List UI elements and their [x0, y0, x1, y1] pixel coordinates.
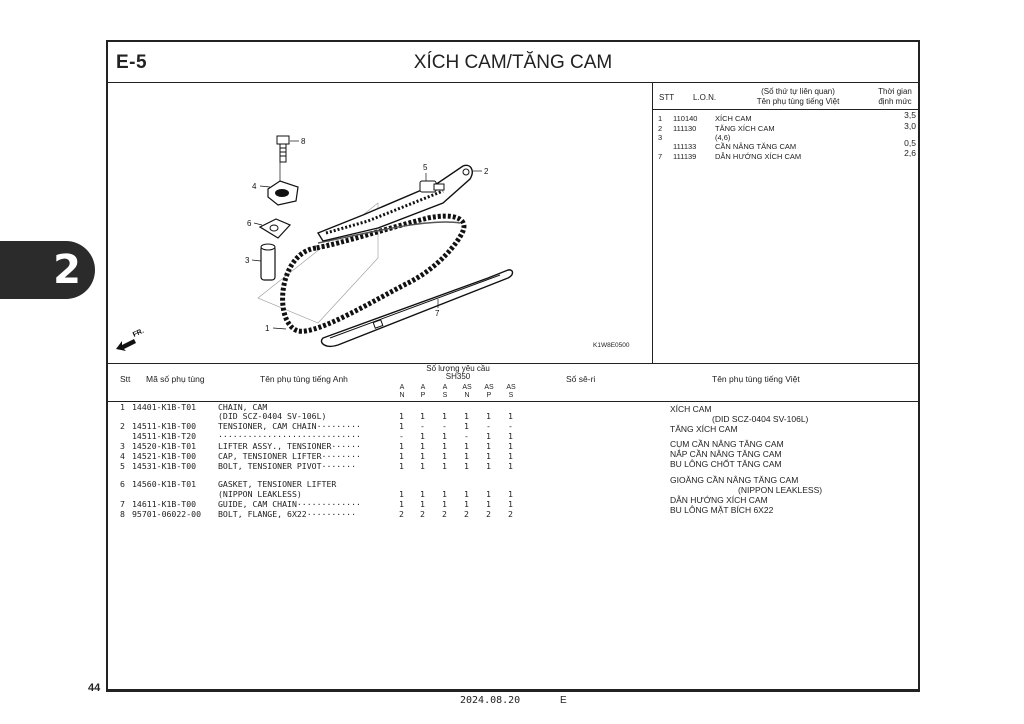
labor-lon: 111139 [673, 152, 697, 161]
vn-name: XÍCH CAM [670, 404, 712, 414]
qty-col-bottom: S [508, 392, 514, 399]
table-row [108, 421, 548, 431]
labor-value: 2,6 [904, 148, 916, 158]
qty-cell: 1 [420, 431, 425, 441]
qty-cell: - [486, 421, 491, 431]
qty-cell: 1 [442, 441, 447, 451]
qty-cell: 2 [399, 509, 404, 519]
qty-col-bottom: N [399, 392, 405, 399]
part-number: 14521-K1B-T00 [132, 451, 197, 461]
labor-header-separator [653, 109, 918, 110]
front-arrow-icon [116, 328, 145, 351]
page-frame [106, 40, 920, 692]
edition-code: E [560, 695, 567, 706]
table-row [108, 499, 548, 509]
qty-col-head [504, 384, 518, 400]
vn-name: BU LÔNG CHỐT TĂNG CAM [670, 459, 782, 469]
qty-col-head [460, 384, 474, 400]
qty-cell: 1 [399, 489, 404, 499]
diagram-drawing [108, 83, 652, 363]
labor-lon: 110140 [673, 114, 698, 123]
qty-cell: - [442, 421, 447, 431]
qty-cell: 1 [420, 451, 425, 461]
qty-cell: 1 [508, 489, 513, 499]
qty-cell: 2 [464, 509, 469, 519]
qty-col-bottom: S [442, 392, 448, 399]
qty-cell: 1 [442, 431, 447, 441]
gasket-drawing [260, 219, 290, 238]
qty-cell: 1 [508, 499, 513, 509]
part-name-en: CHAIN, CAM [218, 402, 268, 412]
table-row [108, 451, 548, 461]
part-number: 95701-06022-00 [132, 509, 202, 519]
table-row [108, 441, 548, 451]
qty-cell: 1 [508, 441, 513, 451]
flange-bolt-drawing [277, 136, 289, 162]
labor-value: 3,0 [904, 121, 916, 131]
vn-name: BU LÔNG MẶT BÍCH 6X22 [670, 505, 774, 515]
qty-cell: 1 [464, 411, 469, 421]
labor-stt: 7 [658, 152, 663, 161]
qty-col-top: A [399, 384, 405, 391]
qty-cell: 1 [508, 451, 513, 461]
row-number: 2 [120, 421, 125, 431]
qty-col-head [482, 384, 496, 400]
qty-cell: 1 [486, 499, 491, 509]
labor-name: (4,6) [715, 133, 731, 142]
vn-name: DẪN HƯỚNG XÍCH CAM [670, 495, 768, 505]
qty-col-head [416, 384, 430, 400]
qty-cell: 1 [508, 461, 513, 471]
footer-line [106, 689, 918, 690]
labor-value: 0,5 [904, 138, 916, 148]
page-number: 44 [88, 682, 101, 694]
part-name-en: BOLT, FLANGE, 6X22·········· [218, 509, 357, 519]
part-name-en: ····························· [218, 431, 361, 441]
qty-cell: 1 [486, 441, 491, 451]
part-number: 14531-K1B-T00 [132, 461, 197, 471]
labor-header-name [743, 87, 853, 107]
print-date: 2024.08.20 [460, 695, 521, 706]
qty-cell: 1 [399, 499, 404, 509]
table-row [108, 431, 548, 441]
callout-3: 3 [245, 256, 250, 265]
qty-cell: 1 [464, 499, 469, 509]
qty-col-bottom: P [420, 392, 426, 399]
chapter-number: 2 [53, 247, 81, 293]
qty-col-top: AS [462, 384, 472, 391]
diagram-table-separator [108, 363, 918, 364]
labor-header-name-1: (Số thứ tự liên quan) [761, 87, 835, 96]
labor-lon: 111133 [673, 142, 697, 151]
qty-cell: 1 [464, 421, 469, 431]
qty-cell: 1 [442, 489, 447, 499]
tensioner-arm-drawing [318, 165, 472, 241]
qty-cell: 1 [486, 431, 491, 441]
part-number: 14401-K1B-T01 [132, 402, 197, 412]
labor-header-time [875, 87, 915, 107]
part-name-en: CAP, TENSIONER LIFTER········ [218, 451, 361, 461]
labor-time-table [653, 83, 918, 363]
chapter-tab [0, 241, 95, 299]
qty-cell: 1 [399, 421, 404, 431]
qty-cell: 1 [508, 431, 513, 441]
labor-header-stt: STT [659, 93, 675, 102]
part-number: 14511-K1B-T20 [132, 431, 197, 441]
qty-col-top: AS [506, 384, 516, 391]
callout-2: 2 [484, 167, 489, 176]
labor-stt: 3 [658, 133, 663, 142]
qty-cell: 1 [442, 461, 447, 471]
qty-cell: 1 [399, 461, 404, 471]
qty-cell: 1 [442, 451, 447, 461]
labor-lon: 111130 [673, 124, 697, 133]
part-number: 14611-K1B-T00 [132, 499, 197, 509]
labor-stt: 2 [658, 124, 663, 133]
qty-cell: 1 [508, 411, 513, 421]
page-header [108, 42, 918, 83]
part-name-en: GASKET, TENSIONER LIFTER [218, 479, 337, 489]
tensioner-lifter-drawing [261, 244, 275, 280]
part-number: 14511-K1B-T00 [132, 421, 197, 431]
qty-col-bottom: N [464, 392, 470, 399]
col-header-qty [400, 365, 516, 381]
part-name-en: GUIDE, CAM CHAIN············· [218, 499, 361, 509]
col-header-serial: Số sê-ri [566, 374, 596, 384]
callout-1: 1 [265, 324, 270, 333]
diagram-ref-code: K1W8E0500 [593, 342, 630, 349]
part-number: 14520-K1B-T01 [132, 441, 197, 451]
qty-cell: 1 [442, 499, 447, 509]
labor-value: 3,5 [904, 110, 916, 120]
col-header-stt: Stt [120, 374, 131, 384]
qty-cell: - [464, 431, 469, 441]
row-number: 5 [120, 461, 125, 471]
labor-stt: 1 [658, 114, 663, 123]
row-number: 6 [120, 479, 125, 489]
exploded-diagram [108, 83, 653, 363]
callout-8: 8 [301, 137, 306, 146]
qty-cell: 1 [420, 489, 425, 499]
qty-cell: 2 [442, 509, 447, 519]
col-header-name-vn: Tên phụ tùng tiếng Việt [712, 374, 800, 384]
callout-5: 5 [423, 163, 428, 172]
labor-header-name-2: Tên phụ tùng tiếng Việt [756, 97, 840, 106]
col-header-part-no: Mã số phụ tùng [146, 374, 205, 384]
qty-cell: 1 [399, 441, 404, 451]
qty-cell: 1 [486, 411, 491, 421]
labor-name: TĂNG XÍCH CAM [715, 124, 775, 133]
table-row [108, 489, 548, 499]
labor-header-time-2: định mức [878, 97, 912, 106]
qty-cell: - [420, 421, 425, 431]
row-number: 4 [120, 451, 125, 461]
vn-name: NẮP CẦN NÂNG TĂNG CAM [670, 449, 782, 459]
qty-cell: - [508, 421, 513, 431]
callout-7: 7 [435, 309, 440, 318]
qty-cell: 1 [420, 411, 425, 421]
qty-cell: 2 [486, 509, 491, 519]
vn-name: TĂNG XÍCH CAM [670, 424, 738, 434]
qty-col-top: AS [484, 384, 494, 391]
col-header-name-en: Tên phụ tùng tiếng Anh [260, 374, 348, 384]
labor-name: CẦN NÂNG TĂNG CAM [715, 142, 797, 151]
qty-cell: 1 [486, 489, 491, 499]
part-name-en: LIFTER ASSY., TENSIONER······ [218, 441, 361, 451]
qty-title: Số lượng yêu cầu [426, 364, 490, 373]
table-row [108, 479, 548, 489]
part-name-en: (NIPPON LEAKLESS) [218, 489, 302, 499]
qty-cell: 1 [399, 451, 404, 461]
cam-guide-rib [330, 275, 500, 338]
qty-cell: 1 [464, 461, 469, 471]
callout-6: 6 [247, 219, 252, 228]
qty-cell: 1 [420, 499, 425, 509]
front-label: FR. [131, 327, 146, 339]
row-number: 7 [120, 499, 125, 509]
labor-header-lon: L.O.N. [693, 93, 717, 102]
vn-name: (DID SCZ-0404 SV-106L) [712, 414, 809, 424]
table-row [108, 461, 548, 471]
qty-cell: 1 [464, 451, 469, 461]
part-number: 14560-K1B-T01 [132, 479, 197, 489]
qty-col-head [438, 384, 452, 400]
qty-cell: 2 [508, 509, 513, 519]
callout-4: 4 [252, 182, 257, 191]
qty-cell: - [399, 431, 404, 441]
qty-col-top: A [420, 384, 426, 391]
section-code: E-5 [116, 52, 148, 73]
labor-name: XÍCH CAM [715, 114, 752, 123]
model-name: SH350 [445, 372, 471, 381]
vn-name: CỤM CẦN NÂNG TĂNG CAM [670, 439, 784, 449]
qty-cell: 1 [464, 441, 469, 451]
vn-name: GIOĂNG CẦN NÂNG TĂNG CAM [670, 475, 799, 485]
table-row [108, 411, 548, 421]
qty-cell: 1 [486, 461, 491, 471]
qty-cell: 1 [420, 461, 425, 471]
labor-header-time-1: Thời gian [878, 87, 912, 96]
qty-cell: 1 [464, 489, 469, 499]
part-name-en: (DID SCZ-0404 SV-106L) [218, 411, 327, 421]
part-name-en: BOLT, TENSIONER PIVOT······· [218, 461, 357, 471]
qty-col-bottom: P [486, 392, 492, 399]
lifter-cap-drawing [268, 181, 298, 205]
qty-cell: 1 [420, 441, 425, 451]
part-name-en: TENSIONER, CAM CHAIN········· [218, 421, 361, 431]
vn-name: (NIPPON LEAKLESS) [738, 485, 823, 495]
row-number: 1 [120, 402, 125, 412]
qty-cell: 1 [399, 411, 404, 421]
qty-cell: 1 [442, 411, 447, 421]
page-title: XÍCH CAM/TĂNG CAM [413, 52, 613, 73]
row-number: 8 [120, 509, 125, 519]
qty-cell: 1 [486, 451, 491, 461]
row-number: 3 [120, 441, 125, 451]
labor-name: DẪN HƯỚNG XÍCH CAM [715, 152, 802, 161]
qty-col-head [395, 384, 409, 400]
qty-cell: 2 [420, 509, 425, 519]
table-row [108, 509, 548, 519]
qty-col-top: A [442, 384, 448, 391]
